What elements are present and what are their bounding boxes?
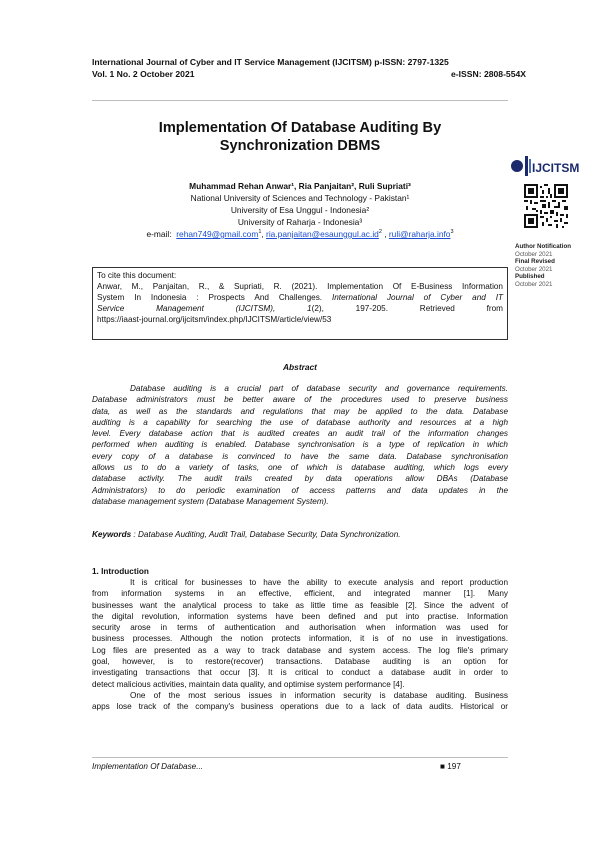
email-sup-1: 1 bbox=[258, 229, 262, 236]
intro-line: investigating transactions that occur [3]. It is critical to conduct a database audit in order to bbox=[92, 668, 508, 678]
intro-line: from information systems in an effective, efficient, and integrated manner [1]. Many bbox=[92, 589, 508, 599]
affiliation-3: University of Raharja - Indonesia³ bbox=[237, 217, 363, 227]
published-label: Published bbox=[515, 273, 545, 281]
intro-line: security arose in terms of authentication and authorisation when information was used for bbox=[92, 623, 508, 633]
email-sep-1: , bbox=[261, 229, 264, 239]
abstract-line: auditing is a capability for searching the use of database authority and resources at a high bbox=[92, 417, 508, 427]
intro-line: business processes. Although the notion protects information, it is of no use in investigations. bbox=[92, 634, 508, 644]
qr-code bbox=[524, 184, 568, 228]
abstract-body bbox=[92, 383, 508, 507]
citation-intro: To cite this document: bbox=[97, 271, 177, 280]
abstract-line: database activity. The audit trails created by data operations allow DBAs (Database bbox=[92, 474, 508, 484]
keywords-label: Keywords bbox=[92, 530, 132, 539]
intro-line: goal, however, is to restore(recover) transactions. Database auditing is an option for bbox=[92, 657, 508, 667]
email-sup-2: 2 bbox=[378, 229, 382, 236]
citation-line-1: Anwar, M., Panjaitan, R., & Supriati, R. (2021). Implementation Of E-Business Information bbox=[97, 282, 503, 291]
abstract-line: every copy of a database is convinced to have the same data. Database synchronisation bbox=[92, 451, 508, 461]
abstract-line: data, as well as the standards and regulations that may be applied to the data. Database bbox=[92, 406, 508, 416]
intro-line: detect malicious activities, maintain data quality, and optimise system performance [4]. bbox=[92, 679, 405, 689]
notification-label: Author Notification bbox=[515, 243, 572, 250]
abstract-line: allows us to do a variety of tasks, one of which is database auditing, which logs every bbox=[92, 463, 508, 473]
publication-timeline bbox=[515, 243, 596, 289]
intro-line: the digital revolution, information systems have been defined and put into practise. Information bbox=[92, 611, 508, 621]
qr-code-icon bbox=[524, 184, 568, 228]
abstract-line: Database auditing is a crucial part of database security and governance requirements. bbox=[130, 384, 508, 393]
abstract-line: level. Every database action that is audited creates an audit trail of the information changes bbox=[92, 429, 508, 439]
email-link-2[interactable]: ria.panjaitan@esaunggul.ac.id bbox=[266, 229, 379, 239]
final-revised-date: October 2021 bbox=[515, 265, 553, 273]
footer-running-title: Implementation Of Database... bbox=[92, 762, 204, 771]
abstract-line: Administrators) to do periodic examination of access patterns and data updates in the bbox=[92, 485, 508, 495]
title-line-1: Implementation Of Database Auditing By bbox=[158, 120, 442, 136]
abstract-line: Database administrators must be better aware of the procedures used to preserve business bbox=[92, 395, 508, 405]
published-date: October 2021 bbox=[515, 280, 553, 288]
citation-line-2 bbox=[97, 292, 503, 303]
keywords-text: : Database Auditing, Audit Trail, Database Security, Data Synchronization. bbox=[133, 530, 401, 539]
final-revised-label: Final Revised bbox=[515, 258, 555, 266]
paper-title bbox=[92, 119, 508, 155]
abstract-line: database management system (Database Management System). bbox=[92, 496, 329, 506]
email-link-1[interactable]: rehan749@gmail.com bbox=[176, 229, 259, 239]
introduction-heading: 1. Introduction bbox=[92, 567, 149, 576]
author-names: Muhammad Rehan Anwar¹, Ria Panjaitan², Ruli Supriati³ bbox=[189, 181, 411, 191]
volume-info: Vol. 1 No. 2 October 2021 bbox=[92, 69, 195, 79]
footer-divider bbox=[92, 757, 508, 758]
citation-pages: (2), 197-205. Retrieved from bbox=[311, 304, 503, 313]
email-label: e-mail: bbox=[146, 229, 172, 239]
abstract-heading: Abstract bbox=[283, 362, 317, 372]
logo-text: IJCITSM bbox=[532, 161, 580, 175]
citation-url[interactable]: https://iaast-journal.org/ijcitsm/index.php/IJCITSM/article/view/53 bbox=[97, 315, 332, 324]
intro-line: businesses want the analytical process to take as little time as feasible [2]. Since the advent of bbox=[92, 600, 508, 610]
citation-line-3 bbox=[97, 303, 503, 314]
journal-logo bbox=[510, 151, 580, 186]
logo-mark-icon bbox=[510, 151, 580, 181]
journal-header: International Journal of Cyber and IT Service Management (IJCITSM) p-ISSN: 2797-1325 bbox=[92, 57, 449, 67]
citation-journal: International Journal of Cyber and IT bbox=[331, 293, 503, 302]
abstract-line: performed when auditing is enabled. Database synchronisation is a type of replication in which bbox=[92, 440, 508, 450]
intro-line: Log files are presented as a way to track database and system access. The log file's primary bbox=[92, 645, 508, 655]
email-link-3[interactable]: ruli@raharja.info bbox=[388, 229, 451, 239]
intro-line: apps lose track of the company's business operations due to a lack of data audits. Historical or bbox=[92, 702, 508, 712]
title-line-2: Synchronization DBMS bbox=[219, 138, 381, 154]
introduction-body bbox=[92, 577, 508, 713]
affiliation-1: National University of Sciences and Technology - Pakistan¹ bbox=[190, 193, 410, 203]
email-sep-2: , bbox=[381, 229, 387, 239]
citation-article-title: System In Indonesia : Prospects And Challenges. bbox=[97, 293, 323, 302]
email-line bbox=[92, 229, 508, 240]
citation-box bbox=[92, 267, 508, 340]
page-number: ■ 197 bbox=[440, 762, 461, 771]
notification-date: October 2021 bbox=[515, 250, 553, 258]
keywords-line bbox=[92, 529, 508, 540]
eissn-info: e-ISSN: 2808-554X bbox=[451, 69, 526, 79]
affiliation-2: University of Esa Unggul - Indonesia² bbox=[230, 205, 370, 215]
citation-journal-cont: Service Management (IJCITSM), bbox=[97, 304, 276, 313]
header-divider bbox=[92, 100, 508, 101]
intro-line: One of the most serious issues in information security is database auditing. Business bbox=[130, 690, 508, 700]
citation-volume: 1 bbox=[307, 304, 312, 313]
email-sup-3: 3 bbox=[450, 229, 454, 236]
intro-line: It is critical for businesses to have the ability to execute analysis and report production bbox=[130, 578, 508, 587]
